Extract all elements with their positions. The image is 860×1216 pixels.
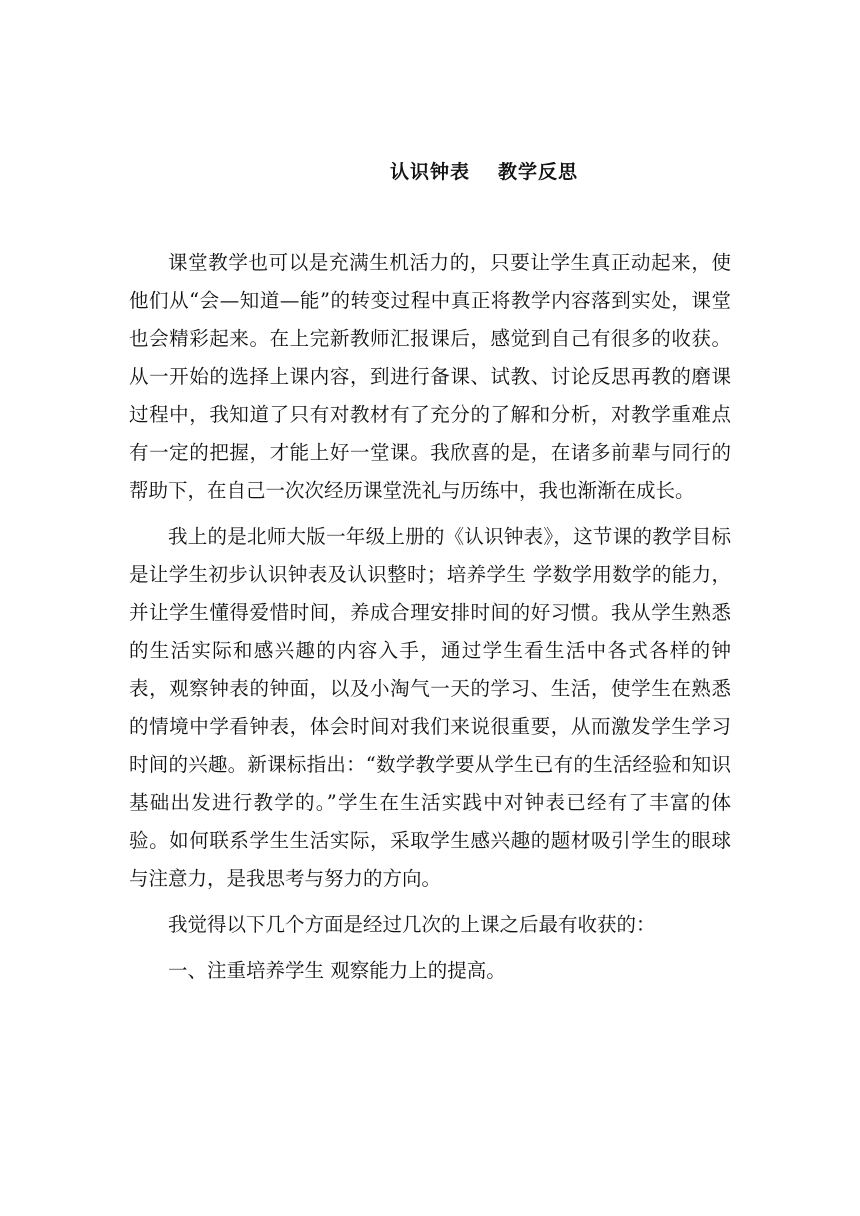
document-title [390, 156, 578, 188]
title-part-1: 认识钟表 [390, 161, 471, 183]
paragraph-4: 一、注重培养学生 观察能力上的提高。 [168, 959, 506, 982]
paragraph-3: 我觉得以下几个方面是经过几次的上课之后最有收获的： [168, 913, 656, 936]
paragraph-1: 课堂教学也可以是充满生机活力的，只要让学生真正动起来，使他们从“会—知道—能”的转变过程中真正将教学内容落到实处，课堂也会精彩起来。在上完新教师汇报课后，感觉到自己有很多的收获。从一开始的选择上课内容，到进行备课、试教、讨论反思再教的磨课过程中，我知道了只有对教材有了充分的了解和分析，对教学重难点有一定的把握，才能上好一堂课。我欣喜的是，在诸多前辈与同行的帮助下，在自己一次次经历课堂洗礼与历练中，我也渐渐在成长。 [129, 251, 731, 502]
document-body [129, 244, 731, 998]
title-part-2: 教学反思 [498, 161, 579, 183]
paragraph-2: 我上的是北师大版一年级上册的《认识钟表》，这节课的教学目标是让学生初步认识钟表及认识整时；培养学生 学数学用数学的能力，并让学生懂得爱惜时间，养成合理安排时间的好习惯。我从学生熟悉的生活实际和感兴趣的内容入手，通过学生看生活中各式各样的钟表，观察钟表的钟面，以及小淘气一天的学习、生活，使学生在熟悉的情境中学看钟表，体会时间对我们来说很重要，从而激发学生学习时间的兴趣。新课标指出：“数学教学要从学生已有的生活经验和知识基础出发进行教学的。”学生在生活实践中对钟表已经有了丰富的体验。如何联系学生生活实际，采取学生感兴趣的题材吸引学生的眼球与注意力，是我思考与努力的方向。 [129, 525, 731, 890]
